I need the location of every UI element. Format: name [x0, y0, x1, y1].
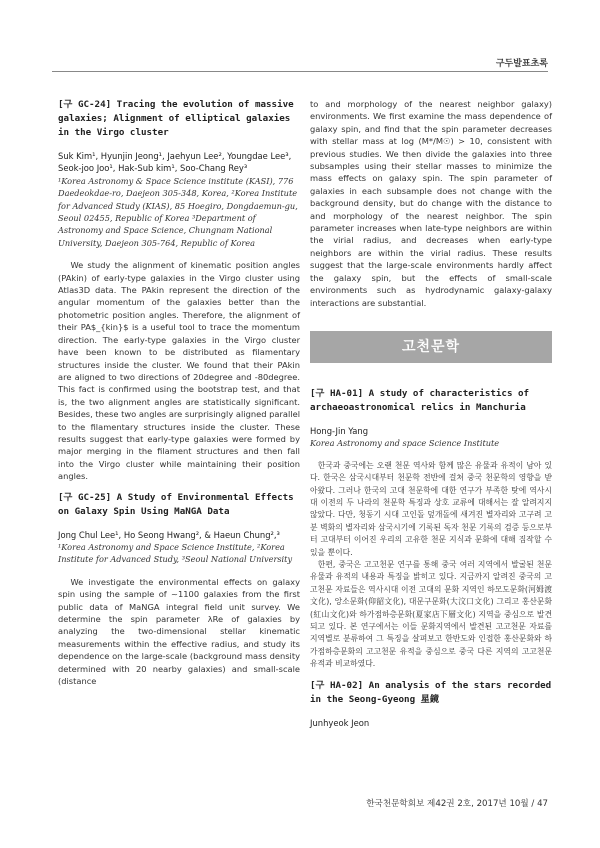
running-head: 구두발표초록: [495, 59, 548, 69]
affiliations: Korea Astronomy and space Science Institute: [310, 438, 500, 449]
author-list: Jong Chul Lee¹, Ho Seong Hwang², & Haeun Chung²,³: [58, 529, 280, 540]
abstract-body-continued: to and morphology of the nearest neighbor galaxy) environments. We first examine the mass dependence of galaxy spin, and find that the spin parameter decreases with stellar mass at log (M*/M☉) > 10, consistent with previous studies. We then divide the galaxies into three subsamples using their stellar masses to minimize the mass effects on galaxy spin. The spin parameter of galaxies in each subsample does not change with the background density, but do change with the distance to and morphology of the nearest neighbor. The spin parameter increases when late-type neighbors are within the virial radius, and decreases when early-type neighbors are within the virial radius. These results suggest that the large-scale environments hardly affect the galaxy spin, but the effects of small-scale environments such as hydrodynamic galaxy-galaxy interactions are substantial.: [310, 99, 552, 308]
page-footer: 한국천문학회보 제42권 2호, 2017년 10월 / 47: [366, 799, 548, 809]
affiliations: ¹Korea Astronomy & Space Science institute (KASI), 776 Daedeokdae-ro, Daejeon 305-348, Korea, ²Korea Institute for Advanced Study (KIAS), 85 Hoegiro, Dongdaemun-gu, Seoul 02455, Republic of Korea ³Department of Astronomy and Space Science, Chungnam National University, Daejeon 305-764, Republic of Korea: [58, 175, 298, 248]
abstract-body: We study the alignment of kinematic position angles (PAkin) of early-type galaxies in the Virgo cluster using Atlas3D data. The PAkin represent the direction of the angular momentum of the galaxies better than the photometric position angles. Therefore, the alignment of their PA$_{kin}$ is a useful tool to trace the momentum direction. The early-type galaxies in the Virgo cluster have been known to be distributed as filamentary structures inside the cluster. We found that their PAkin are aligned to two directions of 20degree and -80degree. This fact is confirmed using the bootstrap test, and that is, the two alignment angles are statistically significant. Besides, these two angles are surprisingly aligned parallel to the filamentary structures inside the cluster. These results suggest that early-type galaxies were formed by major merging in the filament structures and then fall into the Virgo cluster while maintaining their position angles.: [58, 260, 300, 482]
right-column: [310, 98, 552, 729]
abstract-body: 한편, 중국은 고고천문 연구를 통해 중국 여러 지역에서 발굴된 천문유물과 유적의 내용과 특징을 밝히고 있다. 지금까지 알려진 중국의 고고천문 자료들은 역사시대 이전 고대의 문화 지역인 하모도문화(河姆渡文化), 앙소문화(仰韶文化), 대문구문화(大汶口文化) 그리고 홍산문화(紅山文化)와 하가점하층문화(夏家店下層文化) 지역을 중심으로 발견되고 있다. 본 연구에서는 이들 문화지역에서 발견된 고고천문 자료를 지역별로 분류하여 그 특징을 살펴보고 한반도와 인접한 홍산문화와 하가점하층문화의 고고천문 유적을 중심으로 중국 다른 지역의 고고천문 유적과 비교하였다.: [310, 559, 552, 669]
section-heading: 고천문학: [310, 331, 552, 363]
abstract-title: [구 GC-24] Tracing the evolution of massive galaxies; Alignment of elliptical galaxies in the Virgo cluster: [58, 99, 294, 138]
author-list: Junhyeok Jeon: [310, 717, 370, 728]
header-rule: [52, 71, 548, 72]
abstract-body: We investigate the environmental effects on galaxy spin using the sample of ~1100 galaxies from the first public data of MaNGA integral field unit survey. We determine the spin parameter λRe of galaxies by analyzing the two-dimensional stellar kinematic measurements within the effective radius, and study its dependence on the large-scale (background mass density determined with 20 nearby galaxies) and small-scale (distance: [58, 576, 300, 687]
page-header: [0, 56, 600, 70]
author-list: Suk Kim¹, Hyunjin Jeong¹, Jaehyun Lee², Youngdae Lee³, Seok-joo Joo¹, Hak-Sub kim¹, Soo-Chang Rey³: [58, 151, 292, 174]
abstract-title: [구 GC-25] A Study of Environmental Effects on Galaxy Spin Using MaNGA Data: [58, 491, 294, 517]
abstract-title: [구 HA-02] An analysis of the stars recorded in the Seong-Gyeong 星鏡: [310, 679, 552, 705]
left-column: [58, 98, 300, 687]
abstract-title: [구 HA-01] A study of characteristics of archaeoastronomical relics in Manchuria: [310, 387, 530, 413]
affiliations: ¹Korea Astronomy and Space Science Institute, ²Korea Institute for Advanced Study, ³Seoul National University: [58, 541, 293, 565]
abstract-body: 한국과 중국에는 오랜 천문 역사와 함께 많은 유물과 유적이 남아 있다. 한국은 삼국시대부터 천문학 전반에 걸쳐 중국 천문학의 영향을 받아왔다. 그러나 한국의 고대 천문학에 대한 연구가 부족한 탓에 역사시대 이전의 두 나라의 천문학 특징과 상호 교류에 대해서는 잘 알려지지 않았다. 다만, 청동기 시대 고인돌 덮개돌에 새겨진 별자리와 고구려 고분 벽화의 별자리와 삼국시기에 기록된 독자 천문 기록의 검증 등으로부터 고대부터 이어진 우리의 고유한 천문 지식과 문화에 대해 짐작할 수 있을 뿐이다.: [310, 460, 552, 557]
author-list: Hong-Jin Yang: [310, 425, 369, 436]
